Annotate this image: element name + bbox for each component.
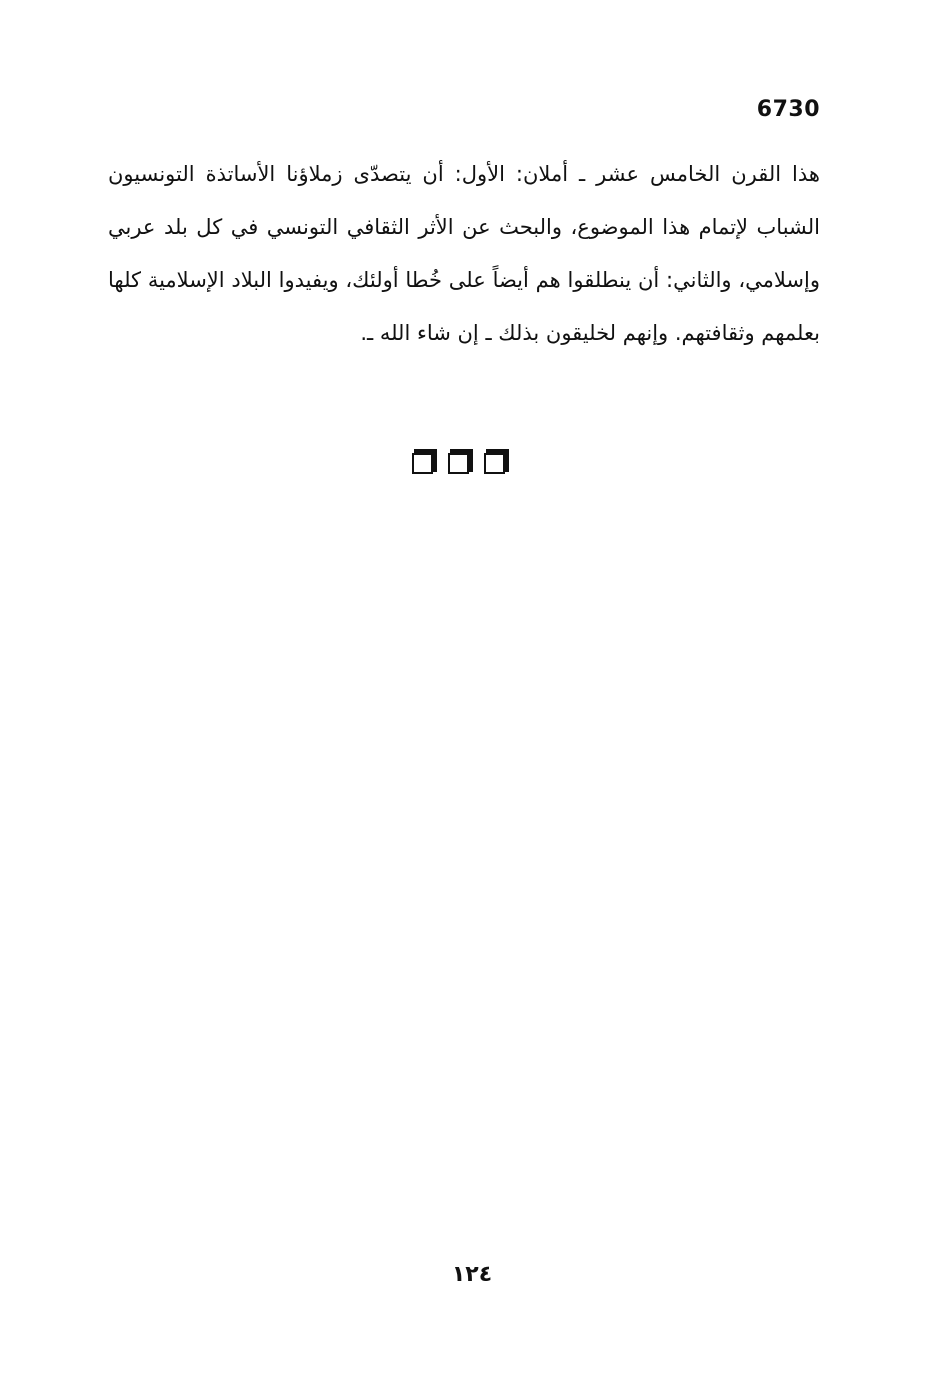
body-paragraph: هذا القرن الخامس عشر ـ أملان: الأول: أن يتصدّى زملاؤنا الأساتذة التونسيون الشباب لإتمام هذا الموضوع، والبحث عن الأثر الثقافي التونسي في كل بلد عربي وإسلامي، والثاني: أن ينطلقوا هم أيضاً على خُطا أولئك، ويفيدوا البلاد الإسلامية كلها بعلمهم وثقافتهم. وإنهم لخليقون بذلك ـ إن شاء الله ـ.: [108, 162, 820, 345]
page-id: 6730: [756, 97, 820, 122]
page-number: ١٢٤: [451, 1262, 493, 1287]
separator-box-icon: [412, 453, 433, 474]
section-separator: [412, 453, 505, 474]
separator-box-icon: [448, 453, 469, 474]
separator-box-icon: [484, 453, 505, 474]
